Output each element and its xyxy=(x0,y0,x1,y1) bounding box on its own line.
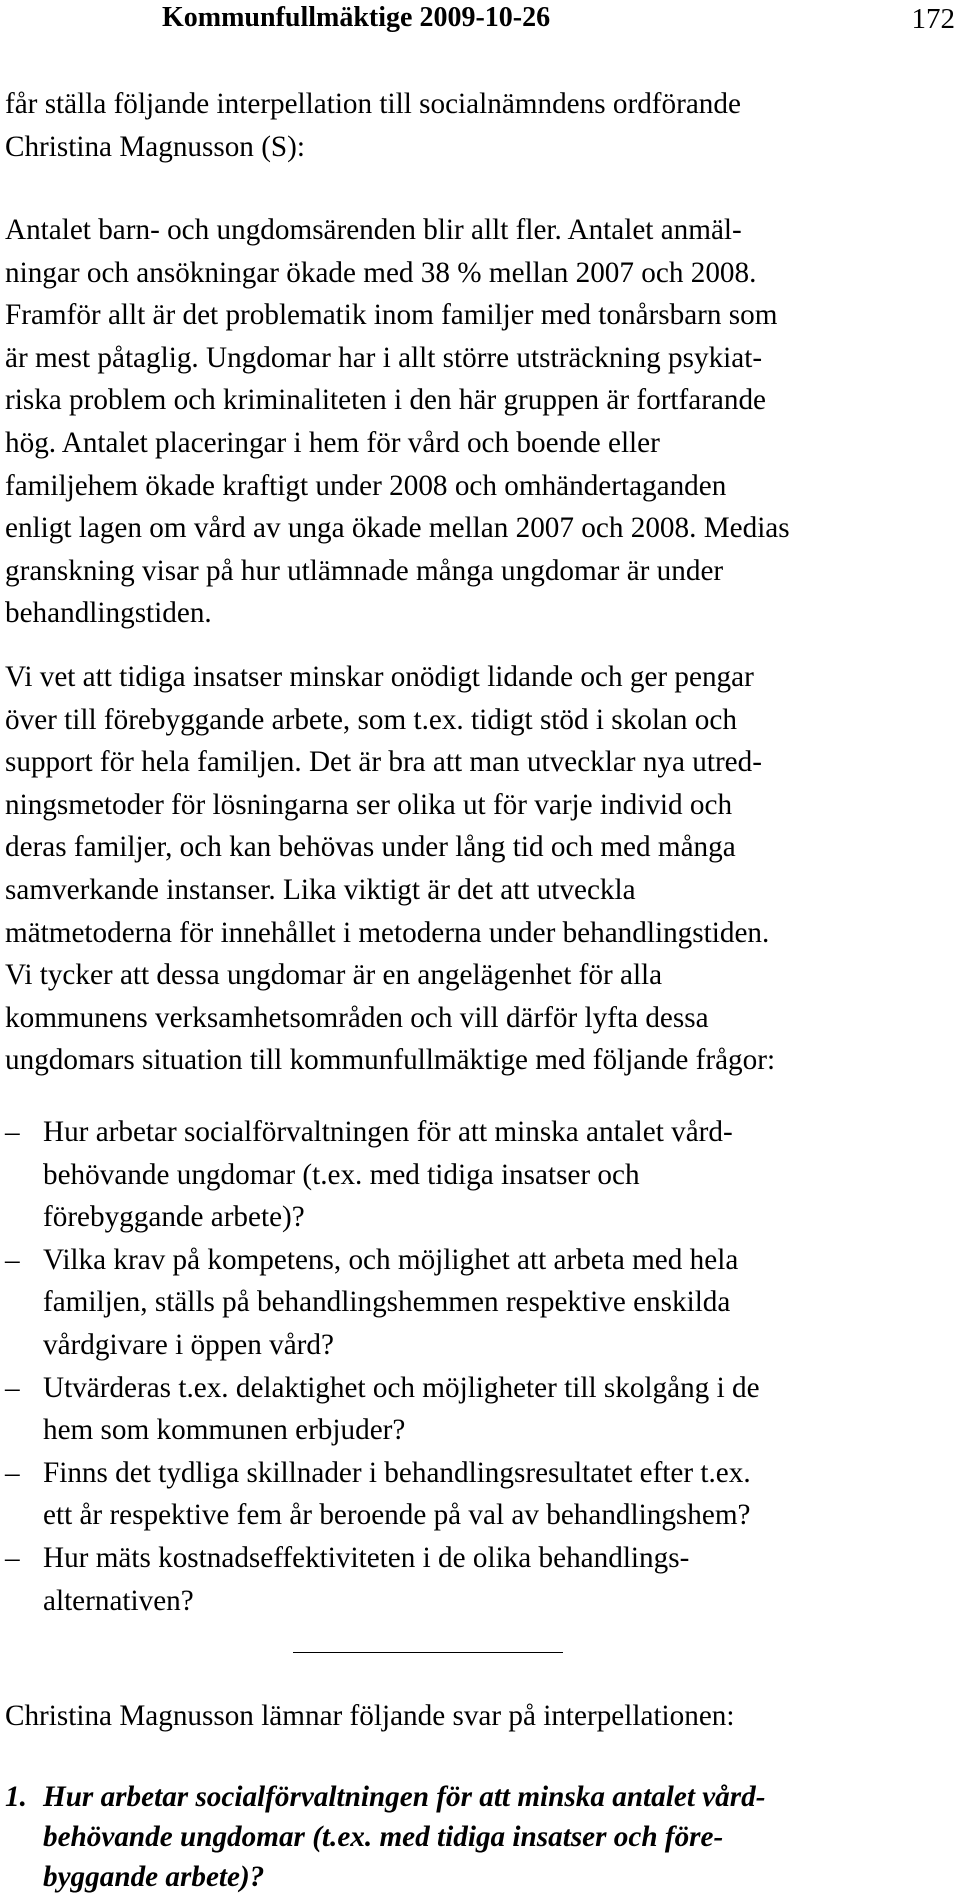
paragraph-background xyxy=(5,209,790,635)
list-item xyxy=(5,1111,760,1239)
text-line: Hur arbetar socialförvaltningen för att minska antalet vård- xyxy=(43,1116,733,1148)
page-header xyxy=(5,0,955,44)
text-line: Vilka krav på kompetens, och möjlighet att arbeta med hela xyxy=(43,1243,739,1276)
header-title: Kommunfullmäktige 2009-10-26 xyxy=(162,2,551,33)
text-line: ningar och ansökningar ökade med 38 % mellan 2007 och 2008. xyxy=(5,256,757,289)
text-line: Framför allt är det problematik inom familjer med tonårsbarn som xyxy=(5,299,778,332)
question-list xyxy=(5,1111,760,1622)
text-line: Hur arbetar socialförvaltningen för att minska antalet vård- xyxy=(43,1781,766,1813)
text-line: Vi tycker att dessa ungdomar är en angelägenhet för alla xyxy=(5,959,663,992)
text-line: Vi vet att tidiga insatser minskar onödigt lidande och ger pengar xyxy=(5,661,754,693)
list-item xyxy=(5,1239,760,1367)
text-line: mätmetoderna för innehållet i metoderna under behandlingstiden. xyxy=(5,916,770,949)
text-line: familjen, ställs på behandlingshemmen respektive enskilda xyxy=(43,1286,731,1319)
dash-bullet: – xyxy=(5,1116,20,1148)
text-line: alternativen? xyxy=(43,1584,194,1617)
list-item xyxy=(5,1537,760,1622)
text-line: Utvärderas t.ex. delaktighet och möjligheter till skolgång i de xyxy=(43,1371,760,1404)
text-line: får ställa följande interpellation till socialnämndens ordförande xyxy=(5,88,741,120)
text-line: hög. Antalet placeringar i hem för vård och boende eller xyxy=(5,426,660,459)
text-line: ningsmetoder för lösningarna ser olika ut för varje individ och xyxy=(5,788,733,821)
text-line: Hur mäts kostnadseffektiviteten i de olika behandlings- xyxy=(43,1541,690,1574)
page-number: 172 xyxy=(911,3,955,35)
text-line: familjehem ökade kraftigt under 2008 och omhändertaganden xyxy=(5,469,727,502)
text-line: byggande arbete)? xyxy=(43,1861,265,1893)
question-number: 1. xyxy=(5,1781,27,1813)
text-line: enligt lagen om vård av unga ökade mellan 2007 och 2008. Medias xyxy=(5,512,790,545)
text-line: deras familjer, och kan behövas under lång tid och med många xyxy=(5,831,736,864)
text-line: hem som kommunen erbjuder? xyxy=(43,1414,406,1447)
answer-intro: Christina Magnusson lämnar följande svar på interpellationen: xyxy=(5,1700,735,1732)
text-line: behövande ungdomar (t.ex. med tidiga insatser och före- xyxy=(43,1821,724,1853)
dash-bullet: – xyxy=(5,1371,20,1404)
dash-bullet: – xyxy=(5,1243,20,1276)
text-line: ungdomars situation till kommunfullmäktige med följande frågor: xyxy=(5,1044,776,1077)
text-line: är mest påtaglig. Ungdomar har i allt större utsträckning psykiat- xyxy=(5,341,763,374)
list-item xyxy=(5,1367,760,1452)
text-line: förebyggande arbete)? xyxy=(43,1201,305,1234)
intro-paragraph xyxy=(5,83,741,168)
text-line: Antalet barn- och ungdomsärenden blir allt fler. Antalet anmäl- xyxy=(5,214,742,246)
text-line: samverkande instanser. Lika viktigt är det att utveckla xyxy=(5,873,636,906)
text-line: behövande ungdomar (t.ex. med tidiga insatser och xyxy=(43,1158,640,1191)
text-line: kommunens verksamhetsområden och vill därför lyfta dessa xyxy=(5,1001,709,1034)
text-line: ett år respektive fem år beroende på val av behandlingshem? xyxy=(43,1499,751,1532)
text-line: Christina Magnusson (S): xyxy=(5,130,305,163)
dash-bullet: – xyxy=(5,1456,20,1489)
paragraph-motivation xyxy=(5,656,775,1082)
text-line: behandlingstiden. xyxy=(5,597,212,630)
answer-question-heading xyxy=(5,1777,765,1897)
text-line: Finns det tydliga skillnader i behandlingsresultatet efter t.ex. xyxy=(43,1456,751,1489)
text-line: över till förebyggande arbete, som t.ex. tidigt stöd i skolan och xyxy=(5,703,737,736)
text-line: support för hela familjen. Det är bra att man utvecklar nya utred- xyxy=(5,746,762,779)
text-line: vårdgivare i öppen vård? xyxy=(43,1328,334,1361)
list-item xyxy=(5,1452,760,1537)
text-line: riska problem och kriminaliteten i den här gruppen är fortfarande xyxy=(5,384,767,417)
document-page xyxy=(5,0,955,1893)
dash-bullet: – xyxy=(5,1541,20,1574)
text-line: granskning visar på hur utlämnade många ungdomar är under xyxy=(5,554,724,587)
section-divider xyxy=(293,1652,563,1653)
